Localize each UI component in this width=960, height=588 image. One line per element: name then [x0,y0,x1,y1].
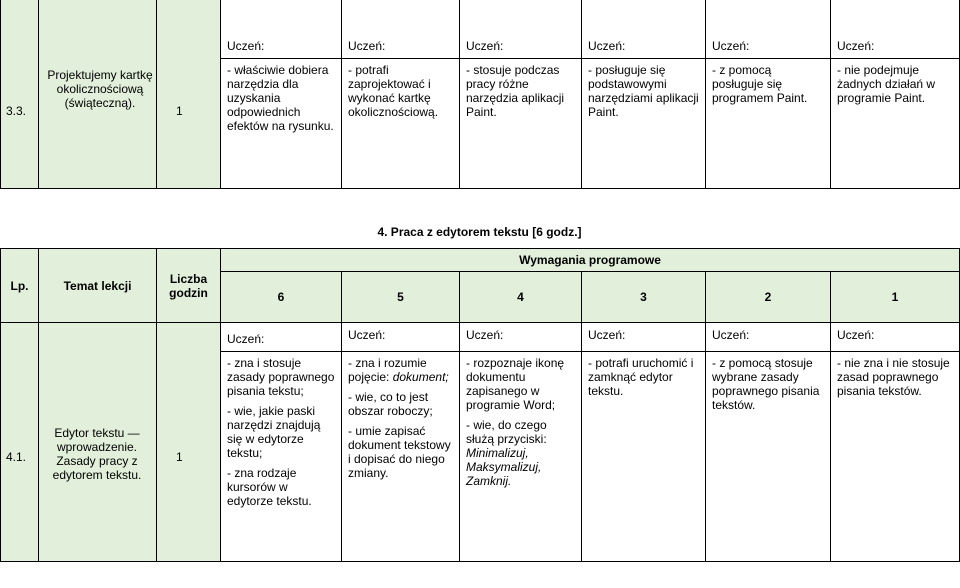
uczen-row [1,0,960,59]
grade-3-cell: - potrafi uruchomić i zamknąć edytor tekstu. [582,352,706,562]
requirement-item: - wie, jakie paski narzędzi znajdują się w edytorze tekstu; [227,404,321,460]
requirement-term: dokument; [392,370,449,384]
lesson-number: 4.1. [6,450,27,464]
grade-4-cell: - stosuje podczas pracy różne narzędzia aplikacji Paint. [460,59,582,189]
uczen-label: Uczeń: [837,328,875,342]
grade-6-cell [221,352,342,562]
grade-5-cell [342,352,460,562]
grade-3-cell: - posługuje się podstawowymi narzędziami aplikacji Paint. [582,59,706,189]
lesson-table-bottom [0,248,960,562]
requirement-text: - wie, do czego służą przyciski: [466,418,547,446]
header-row [1,249,960,272]
requirement-item: - rozpoznaje ikonę dokumentu zapisanego w programie Word; [466,356,565,412]
header-hours: Liczba godzin [157,249,221,323]
requirement-item: - wie, co to jest obszar roboczy; [348,390,433,418]
uczen-label: Uczeń: [837,39,875,53]
grade-5-header: 5 [342,272,460,323]
lesson-topic: Edytor tekstu — wprowadzenie. Zasady pracy z edytorem tekstu. [52,426,142,482]
uczen-label: Uczeń: [348,328,386,342]
uczen-row [1,323,960,352]
uczen-label: Uczeń: [466,39,504,53]
grade-4-header: 4 [460,272,582,323]
requirement-item: - zna i stosuje zasady poprawnego pisania tekstu; [227,356,335,398]
grade-4-cell [460,352,582,562]
grade-5-cell: - potrafi zaprojektować i wykonać kartkę okolicznościową. [342,59,460,189]
header-topic: Temat lekcji [39,249,157,323]
grade-6-cell: - właściwie dobiera narzędzia dla uzyskania odpowiednich efektów na rysunku. [221,59,342,189]
header-lp: Lp. [1,249,39,323]
grade-6-header: 6 [221,272,342,323]
grade-1-cell: - nie podejmuje żadnych działań w programie Paint. [831,59,960,189]
uczen-label: Uczeń: [227,332,265,346]
grade-2-cell: - z pomocą stosuje wybrane zasady poprawnego pisania tekstów. [706,352,831,562]
uczen-label: Uczeń: [712,39,750,53]
lesson-number: 3.3. [6,104,27,118]
requirement-text: - zna i rozumie pojęcie: [348,356,427,384]
grade-1-cell: - nie zna i nie stosuje zasad poprawnego pisania tekstów. [831,352,960,562]
uczen-label: Uczeń: [588,39,626,53]
requirement-item: - umie zapisać dokument tekstowy i dopisać do niego zmiany. [348,424,451,480]
grade-3-header: 3 [582,272,706,323]
uczen-label: Uczeń: [588,328,626,342]
uczen-label: Uczeń: [227,39,265,53]
requirement-item [348,356,453,384]
grade-2-header: 2 [706,272,831,323]
uczen-label: Uczeń: [712,328,750,342]
grade-2-cell: - z pomocą posługuje się programem Paint. [706,59,831,189]
requirement-term: Minimalizuj, Maksymalizuj, Zamknij. [466,446,542,488]
uczen-label: Uczeń: [348,39,386,53]
section-title: 4. Praca z edytorem tekstu [6 godz.] [377,225,582,239]
grade-1-header: 1 [831,272,960,323]
lesson-hours: 1 [176,104,183,118]
requirement-item: - zna rodzaje kursorów w edytorze tekstu. [227,466,312,508]
lesson-hours: 1 [176,450,183,464]
requirement-item [466,418,575,488]
header-requirements: Wymagania programowe [221,249,960,272]
lesson-topic: Projektujemy kartkę okolicznościową (świąteczną). [47,68,153,110]
uczen-label: Uczeń: [466,328,504,342]
